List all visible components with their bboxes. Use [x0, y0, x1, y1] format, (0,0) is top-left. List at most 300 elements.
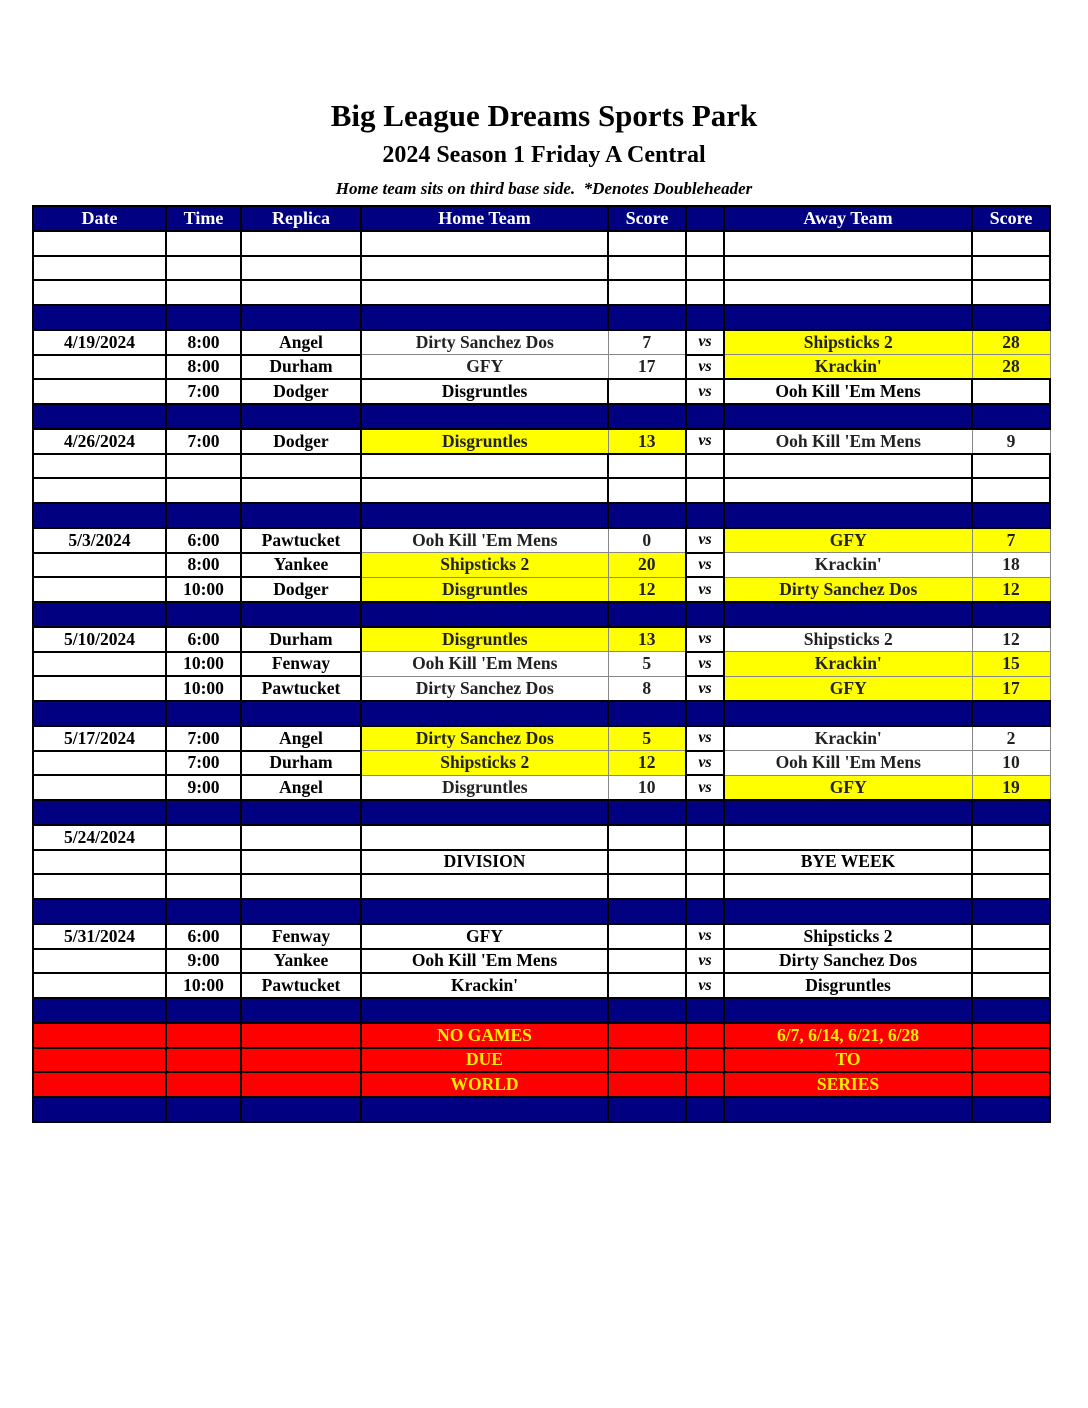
cell-date: [33, 874, 166, 899]
cell-date: [33, 1048, 166, 1073]
cell-vs: [686, 454, 724, 479]
cell-replica: [241, 800, 361, 825]
cell-replica: Dodger: [241, 429, 361, 454]
table-row: [33, 924, 1050, 949]
cell-vs: [686, 478, 724, 503]
cell-away-score: [972, 850, 1050, 875]
cell-time: [166, 503, 241, 528]
table-row: [33, 726, 1050, 751]
cell-home-team: Ooh Kill 'Em Mens: [361, 949, 608, 974]
cell-date: [33, 800, 166, 825]
separator-row: [33, 305, 1050, 330]
cell-time: [166, 454, 241, 479]
cell-away-team: [724, 478, 972, 503]
cell-home-team: [361, 503, 608, 528]
cell-home-team: [361, 899, 608, 924]
cell-date: [33, 1072, 166, 1097]
cell-home-score: 5: [608, 726, 686, 751]
cell-away-score: 12: [972, 577, 1050, 602]
cell-home-team: [361, 602, 608, 627]
cell-time: [166, 701, 241, 726]
cell-time: 6:00: [166, 528, 241, 553]
cell-replica: Dodger: [241, 577, 361, 602]
cell-away-score: 28: [972, 330, 1050, 355]
cell-home-score: [608, 1097, 686, 1122]
cell-date: [33, 899, 166, 924]
cell-time: [166, 850, 241, 875]
cell-vs: [686, 899, 724, 924]
page-title: Big League Dreams Sports Park: [330, 98, 758, 133]
cell-home-score: [608, 1072, 686, 1097]
cell-date: [33, 751, 166, 776]
cell-replica: Yankee: [241, 949, 361, 974]
cell-replica: [241, 503, 361, 528]
cell-replica: [241, 1072, 361, 1097]
cell-vs: vs: [686, 676, 724, 701]
cell-home-score: [608, 850, 686, 875]
table-row: [33, 330, 1050, 355]
cell-time: [166, 899, 241, 924]
cell-vs: [686, 701, 724, 726]
cell-away-score: 9: [972, 429, 1050, 454]
cell-away-team: BYE WEEK: [724, 850, 972, 875]
cell-home-team: WORLD: [361, 1072, 608, 1097]
empty-row: [33, 454, 1050, 479]
cell-time: [166, 231, 241, 256]
cell-date: 4/26/2024: [33, 429, 166, 454]
cell-home-score: [608, 478, 686, 503]
cell-time: [166, 280, 241, 305]
column-header-away-score: Score: [972, 206, 1050, 231]
table-row: [33, 553, 1050, 578]
cell-vs: vs: [686, 528, 724, 553]
cell-away-team: [724, 602, 972, 627]
empty-row: [33, 478, 1050, 503]
cell-home-team: [361, 280, 608, 305]
cell-away-score: [972, 1048, 1050, 1073]
cell-time: [166, 800, 241, 825]
cell-vs: [686, 850, 724, 875]
cell-away-score: [972, 305, 1050, 330]
cell-home-team: Disgruntles: [361, 429, 608, 454]
cell-vs: [686, 404, 724, 429]
cell-time: [166, 478, 241, 503]
cell-away-team: Dirty Sanchez Dos: [724, 577, 972, 602]
cell-home-team: [361, 800, 608, 825]
column-header-replica: Replica: [241, 206, 361, 231]
cell-date: [33, 602, 166, 627]
cell-away-team: Shipsticks 2: [724, 924, 972, 949]
cell-home-team: DIVISION: [361, 850, 608, 875]
cell-away-team: [724, 454, 972, 479]
cell-home-team: Ooh Kill 'Em Mens: [361, 528, 608, 553]
cell-time: 10:00: [166, 652, 241, 677]
table-row: [33, 676, 1050, 701]
cell-away-team: [724, 899, 972, 924]
cell-vs: [686, 1097, 724, 1122]
cell-away-score: 17: [972, 676, 1050, 701]
cell-replica: Dodger: [241, 379, 361, 404]
cell-home-score: [608, 1048, 686, 1073]
cell-replica: [241, 1023, 361, 1048]
cell-home-score: [608, 825, 686, 850]
cell-time: [166, 256, 241, 281]
cell-vs: [686, 1048, 724, 1073]
cell-away-score: 15: [972, 652, 1050, 677]
cell-home-team: NO GAMES: [361, 1023, 608, 1048]
cell-away-score: [972, 899, 1050, 924]
cell-away-score: [972, 825, 1050, 850]
cell-away-team: Ooh Kill 'Em Mens: [724, 429, 972, 454]
cell-home-team: GFY: [361, 355, 608, 380]
table-row: [33, 775, 1050, 800]
cell-time: [166, 998, 241, 1023]
separator-row: [33, 602, 1050, 627]
cell-away-score: [972, 404, 1050, 429]
cell-replica: [241, 998, 361, 1023]
cell-time: [166, 874, 241, 899]
cell-vs: [686, 231, 724, 256]
cell-vs: vs: [686, 775, 724, 800]
cell-vs: vs: [686, 652, 724, 677]
cell-home-score: [608, 973, 686, 998]
cell-date: [33, 503, 166, 528]
cell-home-team: [361, 874, 608, 899]
cell-home-team: [361, 404, 608, 429]
cell-away-team: [724, 305, 972, 330]
cell-vs: [686, 503, 724, 528]
cell-home-team: Ooh Kill 'Em Mens: [361, 652, 608, 677]
cell-away-team: Krackin': [724, 553, 972, 578]
cell-away-team: GFY: [724, 775, 972, 800]
cell-home-score: 12: [608, 751, 686, 776]
cell-home-score: 8: [608, 676, 686, 701]
cell-vs: vs: [686, 973, 724, 998]
cell-replica: [241, 305, 361, 330]
cell-date: [33, 676, 166, 701]
column-header-vs: [686, 206, 724, 231]
cell-away-score: 28: [972, 355, 1050, 380]
cell-away-score: [972, 998, 1050, 1023]
cell-date: [33, 478, 166, 503]
cell-vs: vs: [686, 949, 724, 974]
table-row: [33, 825, 1050, 850]
cell-home-score: [608, 1023, 686, 1048]
cell-away-score: [972, 701, 1050, 726]
table-row: [33, 949, 1050, 974]
cell-away-score: [972, 231, 1050, 256]
column-header-home-score: Score: [608, 206, 686, 231]
cell-home-score: [608, 998, 686, 1023]
cell-home-score: [608, 280, 686, 305]
cell-away-team: Krackin': [724, 355, 972, 380]
cell-vs: [686, 800, 724, 825]
cell-vs: vs: [686, 751, 724, 776]
page-subtitle: 2024 Season 1 Friday A Central: [382, 142, 706, 168]
table-row: [33, 850, 1050, 875]
notice-row: [33, 1048, 1050, 1073]
cell-home-team: Krackin': [361, 973, 608, 998]
cell-time: 7:00: [166, 751, 241, 776]
cell-time: 7:00: [166, 379, 241, 404]
cell-away-team: [724, 404, 972, 429]
cell-away-score: [972, 973, 1050, 998]
cell-date: [33, 775, 166, 800]
cell-vs: [686, 825, 724, 850]
cell-home-team: Disgruntles: [361, 577, 608, 602]
table-row: [33, 528, 1050, 553]
cell-time: 7:00: [166, 726, 241, 751]
cell-time: [166, 1097, 241, 1122]
cell-home-team: [361, 998, 608, 1023]
empty-row: [33, 874, 1050, 899]
cell-date: 5/10/2024: [33, 627, 166, 652]
cell-time: 8:00: [166, 553, 241, 578]
separator-row: [33, 899, 1050, 924]
cell-away-team: [724, 280, 972, 305]
cell-date: 4/19/2024: [33, 330, 166, 355]
cell-vs: vs: [686, 379, 724, 404]
cell-away-score: [972, 1072, 1050, 1097]
cell-away-team: [724, 874, 972, 899]
cell-vs: [686, 1072, 724, 1097]
cell-away-team: Dirty Sanchez Dos: [724, 949, 972, 974]
table-row: [33, 652, 1050, 677]
cell-away-score: [972, 454, 1050, 479]
cell-home-score: [608, 256, 686, 281]
cell-away-score: [972, 478, 1050, 503]
cell-date: [33, 280, 166, 305]
separator-row: [33, 701, 1050, 726]
column-header-time: Time: [166, 206, 241, 231]
cell-replica: Angel: [241, 330, 361, 355]
table-row: [33, 751, 1050, 776]
cell-away-team: Shipsticks 2: [724, 330, 972, 355]
cell-date: [33, 355, 166, 380]
cell-replica: Angel: [241, 775, 361, 800]
cell-replica: [241, 280, 361, 305]
cell-vs: vs: [686, 924, 724, 949]
cell-home-score: [608, 379, 686, 404]
cell-home-score: 5: [608, 652, 686, 677]
cell-date: [33, 454, 166, 479]
cell-replica: [241, 1048, 361, 1073]
cell-vs: vs: [686, 553, 724, 578]
cell-time: [166, 404, 241, 429]
cell-date: 5/24/2024: [33, 825, 166, 850]
cell-replica: [241, 899, 361, 924]
separator-row: [33, 1097, 1050, 1122]
cell-vs: vs: [686, 726, 724, 751]
cell-replica: Pawtucket: [241, 676, 361, 701]
cell-away-score: [972, 800, 1050, 825]
cell-home-team: Shipsticks 2: [361, 751, 608, 776]
cell-away-team: [724, 1097, 972, 1122]
cell-replica: [241, 1097, 361, 1122]
cell-replica: Durham: [241, 751, 361, 776]
cell-replica: [241, 404, 361, 429]
cell-date: [33, 231, 166, 256]
table-row: [33, 379, 1050, 404]
cell-home-score: [608, 800, 686, 825]
cell-date: 5/3/2024: [33, 528, 166, 553]
cell-date: [33, 553, 166, 578]
cell-home-score: 0: [608, 528, 686, 553]
cell-replica: Pawtucket: [241, 528, 361, 553]
cell-vs: vs: [686, 355, 724, 380]
cell-vs: [686, 1023, 724, 1048]
cell-time: 8:00: [166, 355, 241, 380]
cell-date: [33, 379, 166, 404]
cell-away-score: [972, 602, 1050, 627]
cell-home-team: [361, 478, 608, 503]
cell-replica: Yankee: [241, 553, 361, 578]
cell-away-score: 10: [972, 751, 1050, 776]
column-header-date: Date: [33, 206, 166, 231]
cell-away-score: [972, 1097, 1050, 1122]
table-row: [33, 973, 1050, 998]
cell-home-score: [608, 949, 686, 974]
cell-away-team: [724, 800, 972, 825]
cell-home-score: [608, 454, 686, 479]
cell-home-team: GFY: [361, 924, 608, 949]
cell-time: 9:00: [166, 949, 241, 974]
cell-time: 10:00: [166, 676, 241, 701]
cell-replica: Durham: [241, 627, 361, 652]
cell-away-team: [724, 503, 972, 528]
cell-away-score: [972, 503, 1050, 528]
cell-date: 5/31/2024: [33, 924, 166, 949]
cell-replica: [241, 825, 361, 850]
cell-replica: Fenway: [241, 924, 361, 949]
cell-away-team: [724, 998, 972, 1023]
cell-home-team: Disgruntles: [361, 627, 608, 652]
cell-replica: Angel: [241, 726, 361, 751]
table-row: [33, 577, 1050, 602]
cell-away-team: GFY: [724, 676, 972, 701]
cell-time: 7:00: [166, 429, 241, 454]
column-header-away-team: Away Team: [724, 206, 972, 231]
cell-replica: Pawtucket: [241, 973, 361, 998]
cell-home-score: [608, 924, 686, 949]
cell-away-score: [972, 874, 1050, 899]
cell-home-score: [608, 602, 686, 627]
cell-away-team: Ooh Kill 'Em Mens: [724, 379, 972, 404]
cell-away-team: Shipsticks 2: [724, 627, 972, 652]
cell-vs: vs: [686, 429, 724, 454]
cell-date: [33, 305, 166, 330]
cell-vs: [686, 602, 724, 627]
cell-away-score: [972, 379, 1050, 404]
separator-row: [33, 503, 1050, 528]
cell-home-team: [361, 256, 608, 281]
cell-date: [33, 577, 166, 602]
cell-time: [166, 825, 241, 850]
cell-away-score: 18: [972, 553, 1050, 578]
empty-row: [33, 231, 1050, 256]
cell-home-team: [361, 305, 608, 330]
cell-date: [33, 1023, 166, 1048]
empty-row: [33, 280, 1050, 305]
cell-replica: Durham: [241, 355, 361, 380]
cell-home-score: [608, 305, 686, 330]
cell-time: [166, 1023, 241, 1048]
cell-away-team: Ooh Kill 'Em Mens: [724, 751, 972, 776]
cell-away-score: [972, 280, 1050, 305]
separator-row: [33, 404, 1050, 429]
cell-replica: [241, 850, 361, 875]
cell-replica: [241, 231, 361, 256]
cell-home-team: Dirty Sanchez Dos: [361, 726, 608, 751]
cell-home-team: Shipsticks 2: [361, 553, 608, 578]
cell-replica: [241, 256, 361, 281]
cell-away-score: [972, 256, 1050, 281]
header-row: [33, 206, 1050, 231]
cell-time: [166, 602, 241, 627]
cell-time: 10:00: [166, 973, 241, 998]
cell-time: [166, 305, 241, 330]
cell-time: [166, 1048, 241, 1073]
notice-row: [33, 1023, 1050, 1048]
cell-vs: vs: [686, 627, 724, 652]
cell-date: [33, 973, 166, 998]
cell-home-score: 7: [608, 330, 686, 355]
cell-time: [166, 1072, 241, 1097]
cell-home-score: [608, 899, 686, 924]
cell-home-team: Dirty Sanchez Dos: [361, 330, 608, 355]
cell-away-score: 19: [972, 775, 1050, 800]
cell-replica: [241, 454, 361, 479]
schedule-table: [32, 205, 1051, 1123]
cell-date: 5/17/2024: [33, 726, 166, 751]
table-row: [33, 429, 1050, 454]
cell-home-score: [608, 503, 686, 528]
empty-row: [33, 256, 1050, 281]
cell-away-score: [972, 1023, 1050, 1048]
cell-home-score: 17: [608, 355, 686, 380]
cell-away-team: [724, 256, 972, 281]
cell-vs: [686, 280, 724, 305]
cell-home-team: Disgruntles: [361, 775, 608, 800]
cell-replica: Fenway: [241, 652, 361, 677]
cell-date: [33, 850, 166, 875]
cell-away-team: Krackin': [724, 726, 972, 751]
cell-away-team: Disgruntles: [724, 973, 972, 998]
cell-away-team: [724, 231, 972, 256]
cell-date: [33, 701, 166, 726]
cell-vs: [686, 874, 724, 899]
cell-away-score: 2: [972, 726, 1050, 751]
separator-row: [33, 998, 1050, 1023]
cell-away-team: TO: [724, 1048, 972, 1073]
cell-date: [33, 998, 166, 1023]
cell-time: 8:00: [166, 330, 241, 355]
cell-home-team: [361, 825, 608, 850]
cell-time: 6:00: [166, 924, 241, 949]
cell-home-team: [361, 1097, 608, 1122]
cell-away-score: [972, 924, 1050, 949]
cell-time: 10:00: [166, 577, 241, 602]
cell-replica: [241, 478, 361, 503]
notice-row: [33, 1072, 1050, 1097]
cell-away-score: [972, 949, 1050, 974]
cell-vs: vs: [686, 330, 724, 355]
cell-away-score: 7: [972, 528, 1050, 553]
cell-date: [33, 652, 166, 677]
cell-replica: [241, 874, 361, 899]
cell-date: [33, 256, 166, 281]
cell-vs: [686, 256, 724, 281]
